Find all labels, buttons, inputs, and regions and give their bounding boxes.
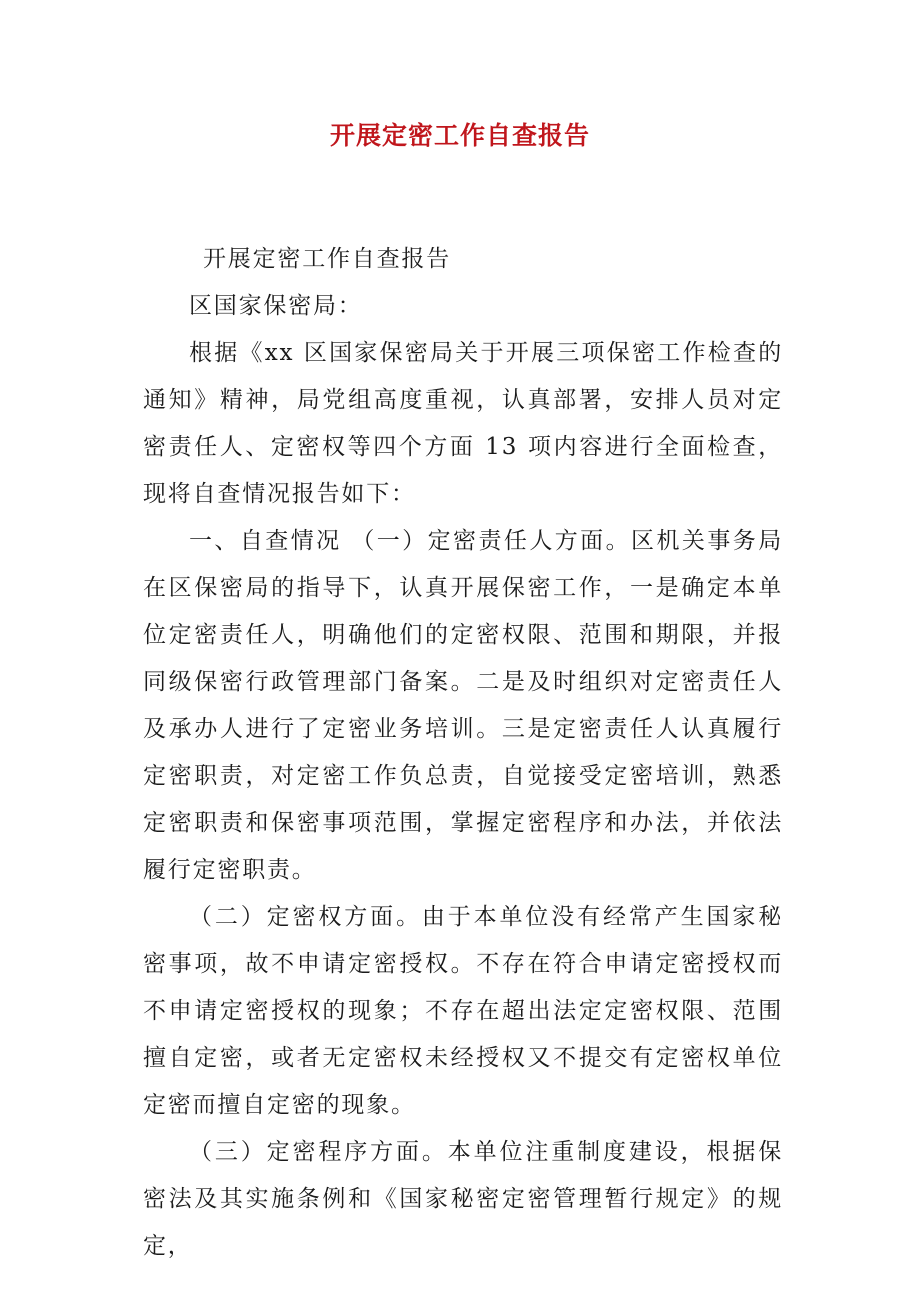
paragraph-section-one: 一、自查情况 （一）定密责任人方面。区机关事务局在区保密局的指导下，认真开展保密工作，一是确定本单位定密责任人，明确他们的定密权限、范围和期限，并报同级保密行政管理部门备案。二是及时组织对定密责任人及承办人进行了定密业务培训。三是定密责任人认真履行定密职责，对定密工作负总责，自觉接受定密培训，熟悉定密职责和保密事项范围，掌握定密程序和办法，并依法履行定密职责。 — [143, 528, 783, 883]
paragraph-section-two: （二）定密权方面。由于本单位没有经常产生国家秘密事项，故不申请定密授权。不存在符合申请定密授权而不申请定密授权的现象；不存在超出法定定密权限、范围擅自定密，或者无定密权未经授权又不提交有定密权单位定密而擅自定密的现象。 — [143, 904, 783, 1118]
document-subtitle: 开展定密工作自查报告 — [203, 246, 451, 272]
document-body — [143, 236, 783, 1270]
salutation: 区国家保密局： — [189, 293, 363, 319]
document-title: 开展定密工作自查报告 — [329, 121, 590, 150]
paragraph-intro: 根据《xx 区国家保密局关于开展三项保密工作检查的通知》精神，局党组高度重视，认真部署，安排人员对定密责任人、定密权等四个方面 13 项内容进行全面检查，现将自查情况报告如下： — [143, 340, 783, 507]
paragraph-section-three: （三）定密程序方面。本单位注重制度建设，根据保密法及其实施条例和《国家秘密定密管理暂行规定》的规定， — [143, 1139, 783, 1259]
